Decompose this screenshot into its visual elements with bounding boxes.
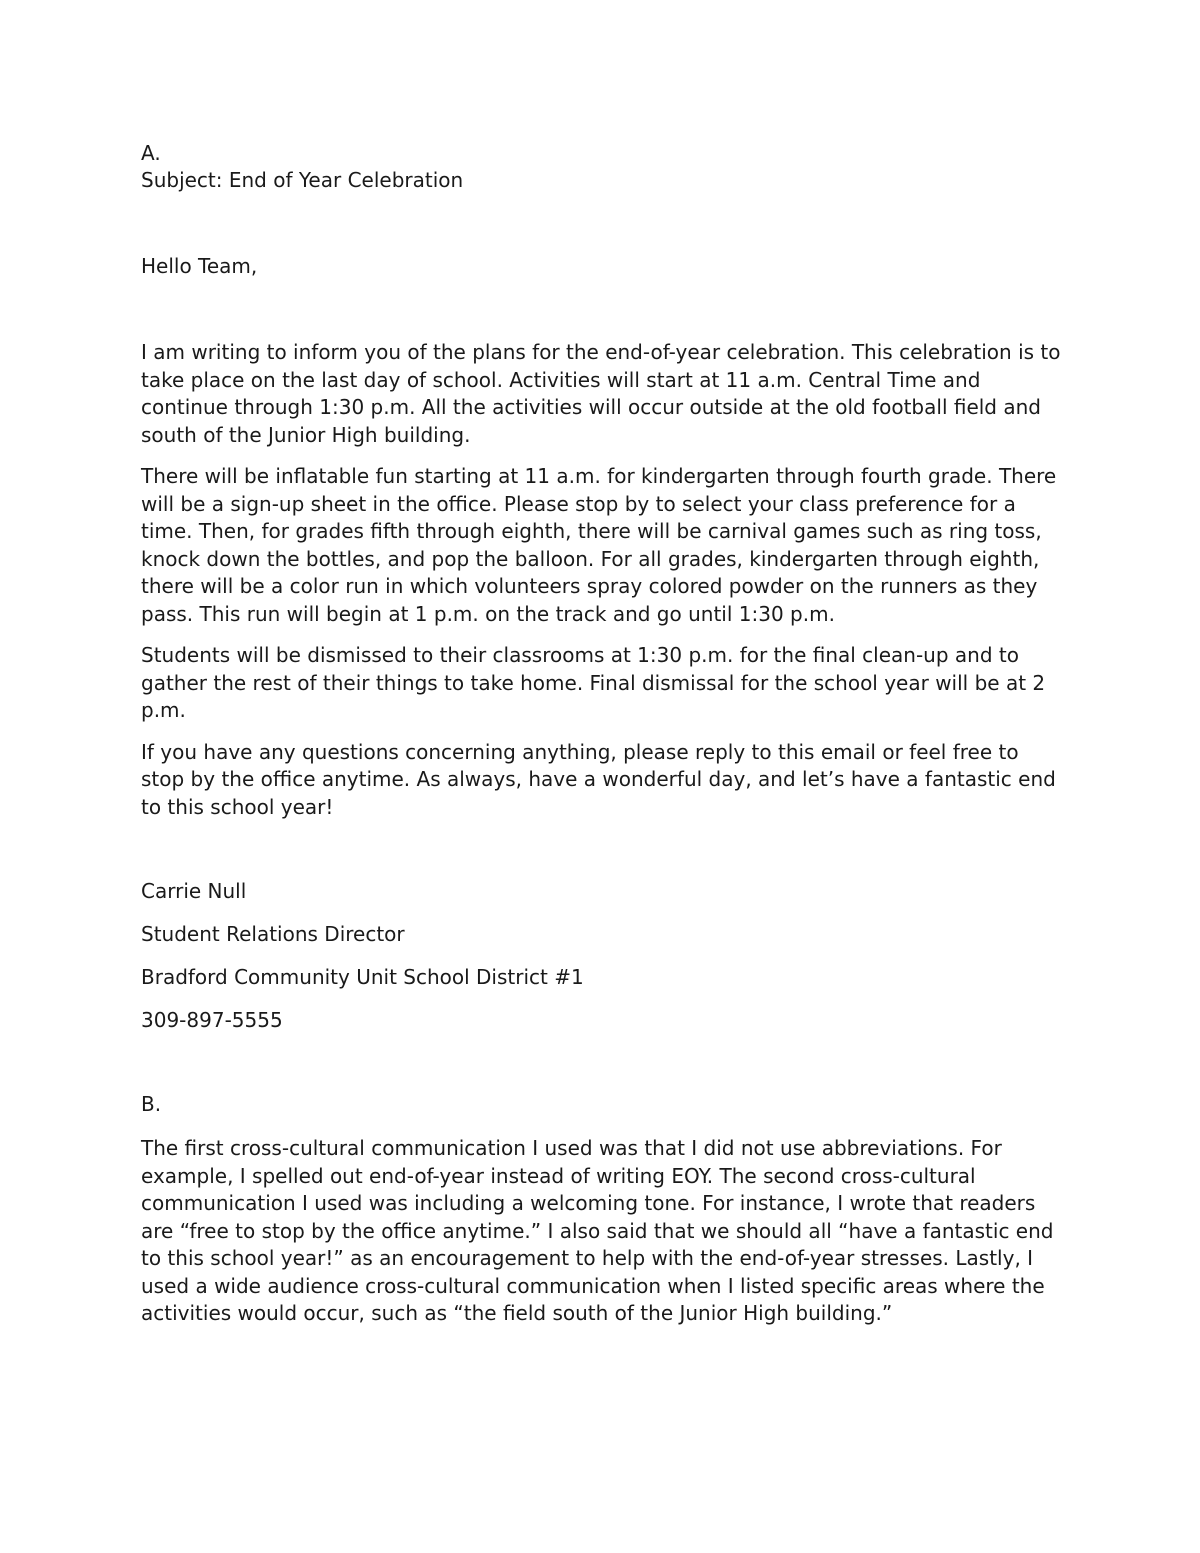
body-paragraph-2: There will be inflatable fun starting at 11 a.m. for kindergarten through fourth grade. There will be a sign-up sheet in the office. Please stop by to select your class preference for a time. Then, for grades fifth through eighth, there will be carnival games such as ring toss, knock down the bottles, and pop the balloon. For all grades, kindergarten through eighth, there will be a color run in which volunteers spray colored powder on the runners as they pass. This run will begin at 1 p.m. on the track and go until 1:30 p.m. bbox=[141, 464, 1057, 626]
email-subject: Subject: End of Year Celebration bbox=[141, 168, 464, 192]
email-greeting: Hello Team, bbox=[141, 254, 258, 278]
signature-organization: Bradford Community Unit School District #1 bbox=[141, 965, 584, 989]
section-b-label: B. bbox=[141, 1092, 162, 1116]
signature-title: Student Relations Director bbox=[141, 922, 405, 946]
body-paragraph-3: Students will be dismissed to their classrooms at 1:30 p.m. for the final clean-up and to gather the rest of their things to take home. Final dismissal for the school year will be at 2 p.m. bbox=[141, 643, 1046, 722]
body-paragraph-1: I am writing to inform you of the plans for the end-of-year celebration. This celebration is to take place on the last day of school. Activities will start at 11 a.m. Central Time and continue through 1:30 p.m. All the activities will occur outside at the old football field and south of the Junior High building. bbox=[141, 340, 1061, 447]
signature-phone: 309-897-5555 bbox=[141, 1008, 283, 1032]
section-a-label: A. bbox=[141, 141, 161, 165]
signature-name: Carrie Null bbox=[141, 879, 247, 903]
section-b-paragraph: The first cross-cultural communication I used was that I did not use abbreviations. For example, I spelled out end-of-year instead of writing EOY. The second cross-cultural communication I used was including a welcoming tone. For instance, I wrote that readers are “free to stop by the office anytime.” I also said that we should all “have a fantastic end to this school year!” as an encouragement to help with the end-of-year stresses. Lastly, I used a wide audience cross-cultural communication when I listed specific areas where the activities would occur, such as “the field south of the Junior High building.” bbox=[141, 1136, 1054, 1325]
document-page bbox=[141, 140, 1066, 1328]
body-paragraph-4: If you have any questions concerning anything, please reply to this email or feel free to stop by the office anytime. As always, have a wonderful day, and let’s have a fantastic end to this school year! bbox=[141, 739, 1056, 819]
